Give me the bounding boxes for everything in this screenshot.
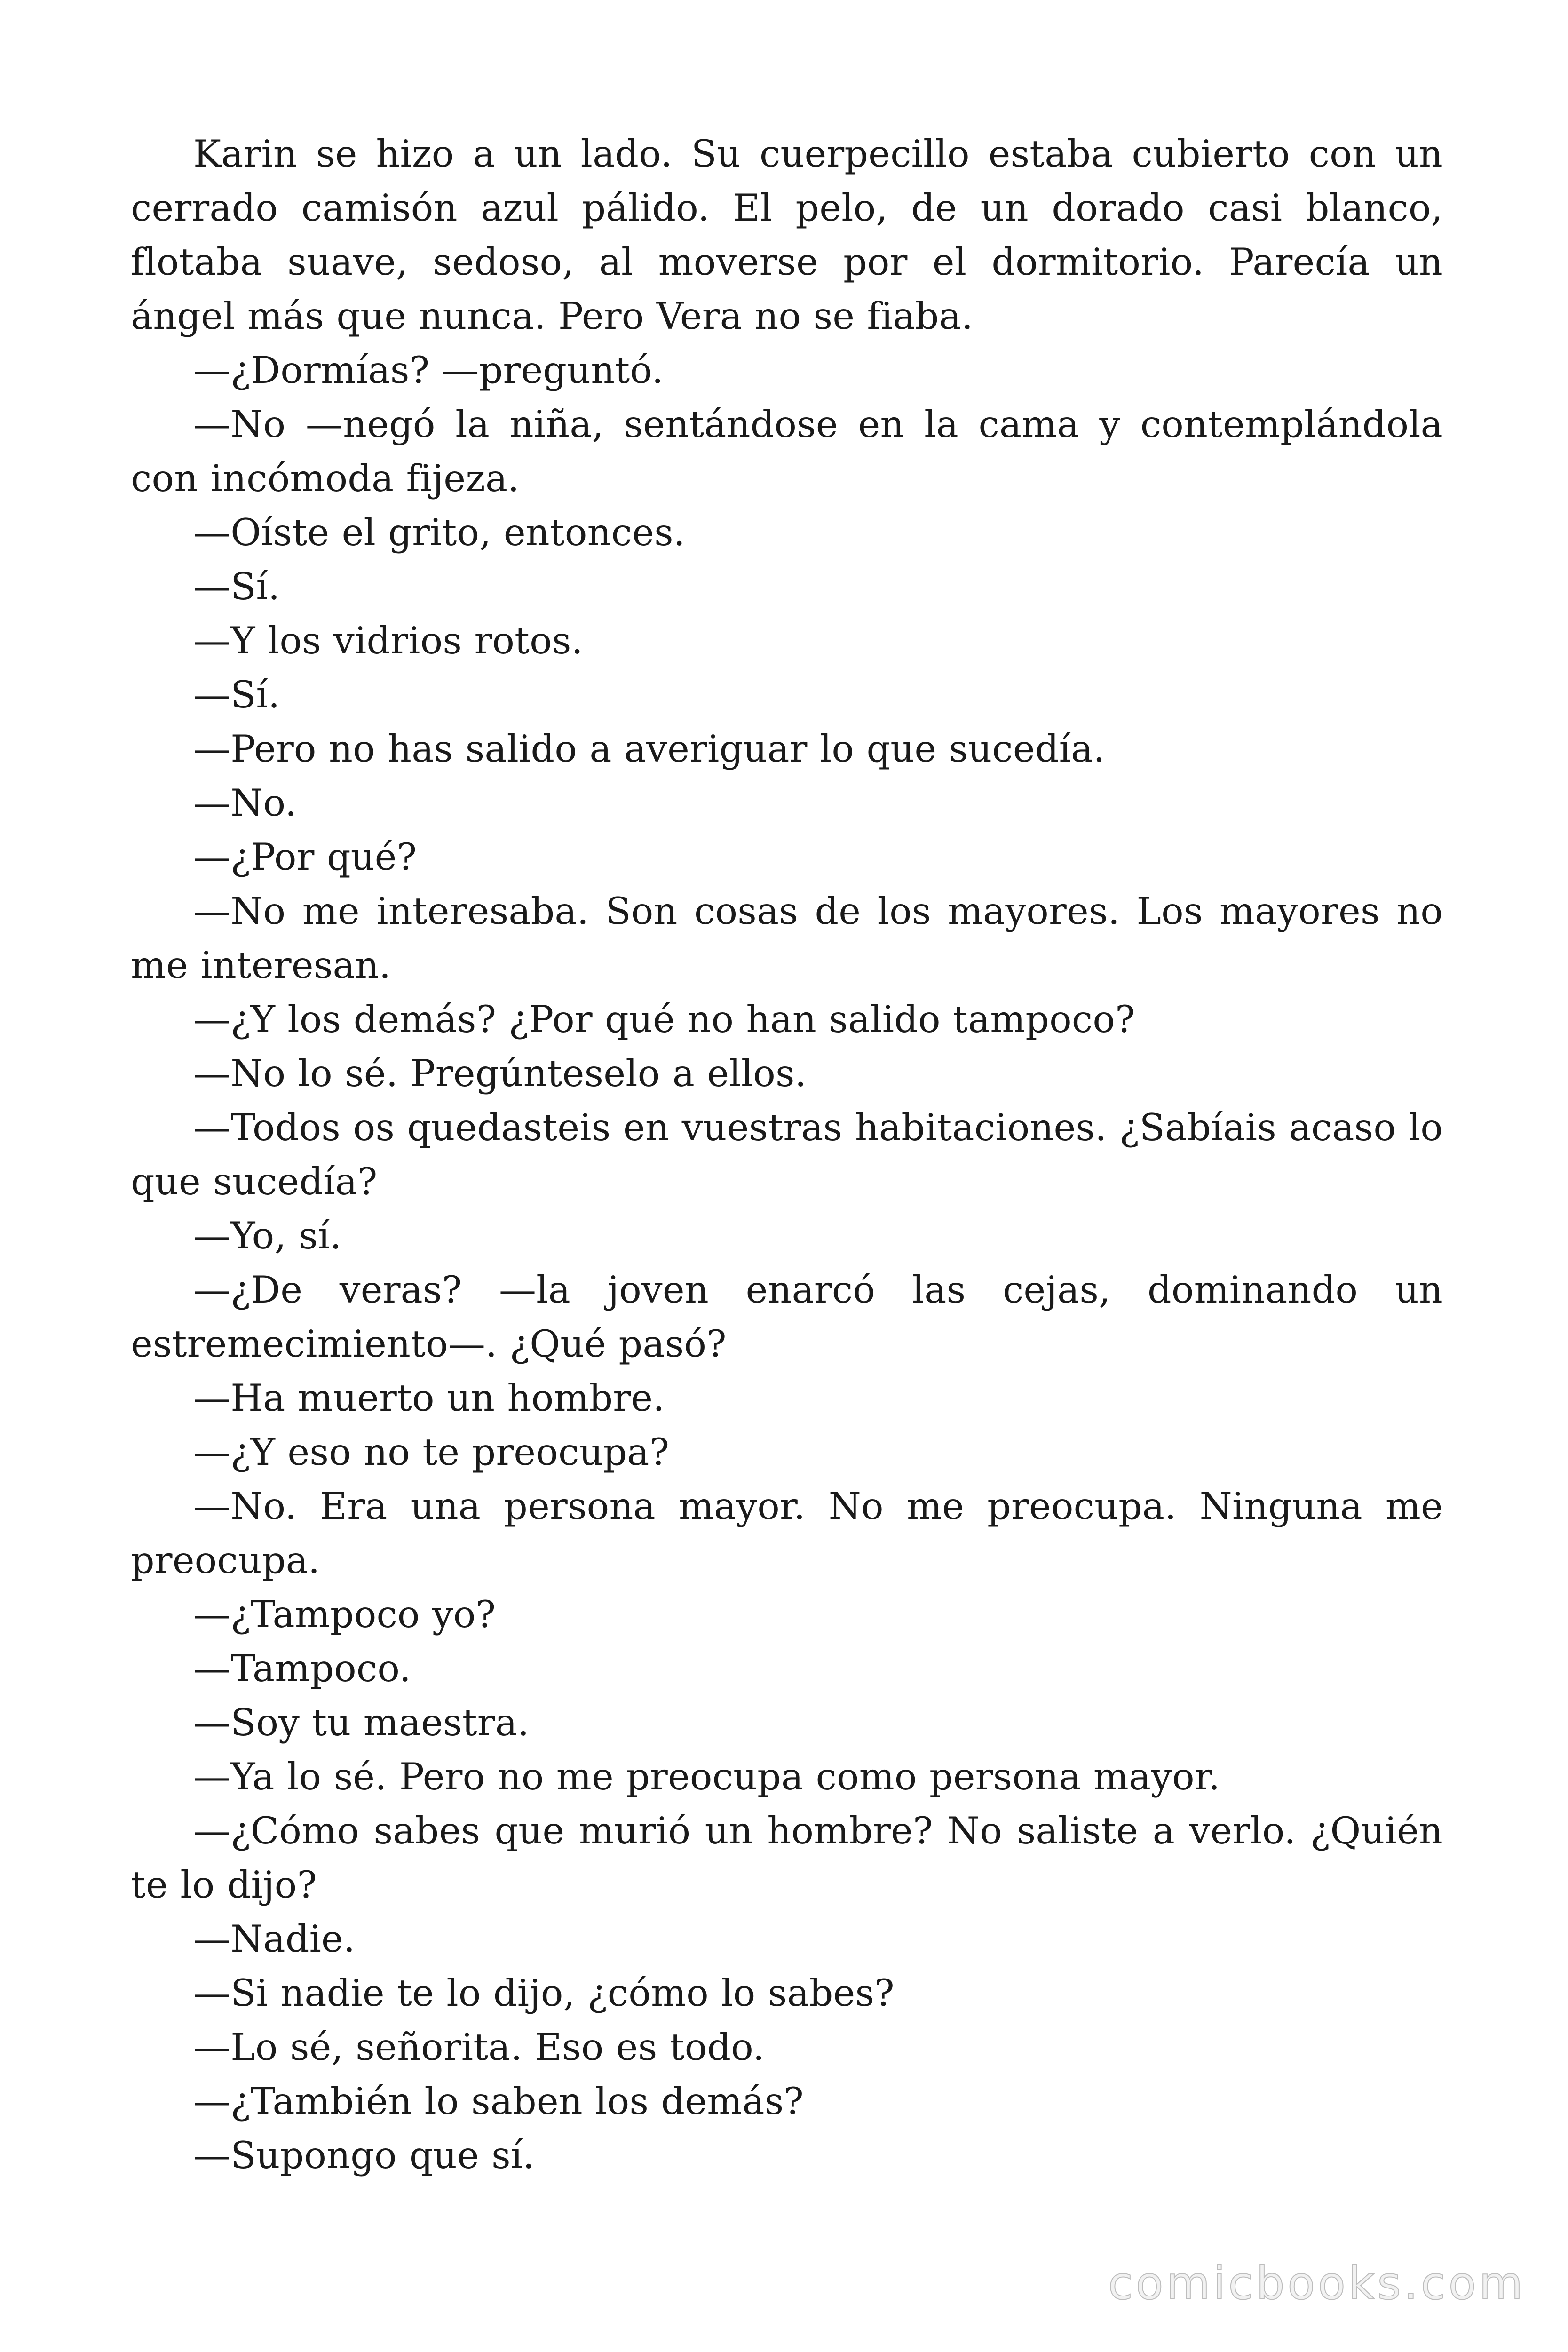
dialogue-line: —Supongo que sí. bbox=[193, 2134, 535, 2177]
dialogue-line: —Soy tu maestra. bbox=[193, 1701, 530, 1744]
dialogue-line: —Yo, sí. bbox=[193, 1214, 342, 1257]
paragraph: Karin se hizo a un lado. Su cuerpecillo estaba cubierto con un cerrado camisón azul pálido. El pelo, de un dorado casi blanco, flotaba suave, sedoso, al moverse por el dormitorio. Parecía un ángel más que nunca. Pero Vera no se fiaba. bbox=[131, 132, 1443, 338]
dialogue-line: —Lo sé, señorita. Eso es todo. bbox=[193, 2026, 765, 2069]
dialogue-line: —¿También lo saben los demás? bbox=[193, 2080, 804, 2123]
dialogue-line: —¿Cómo sabes que murió un hombre? No saliste a verlo. ¿Quién te lo dijo? bbox=[131, 1809, 1443, 1907]
book-page-text bbox=[131, 127, 1443, 2183]
dialogue-line: —¿De veras? —la joven enarcó las cejas, dominando un estremecimiento—. ¿Qué pasó? bbox=[131, 1268, 1443, 1366]
dialogue-line: —No. bbox=[193, 781, 297, 825]
dialogue-line: —No lo sé. Pregúnteselo a ellos. bbox=[193, 1052, 807, 1095]
dialogue-line: —¿Por qué? bbox=[193, 835, 417, 879]
dialogue-line: —Ya lo sé. Pero no me preocupa como persona mayor. bbox=[193, 1755, 1220, 1798]
dialogue-line: —No. Era una persona mayor. No me preocupa. Ninguna me preocupa. bbox=[131, 1485, 1443, 1582]
dialogue-line: —Nadie. bbox=[193, 1917, 356, 1961]
dialogue-line: —Oíste el grito, entonces. bbox=[193, 511, 686, 554]
dialogue-line: —Todos os quedasteis en vuestras habitaciones. ¿Sabíais acaso lo que sucedía? bbox=[131, 1106, 1443, 1203]
dialogue-line: —Tampoco. bbox=[193, 1647, 412, 1690]
dialogue-line: —Y los vidrios rotos. bbox=[193, 619, 583, 662]
dialogue-line: —¿Tampoco yo? bbox=[193, 1593, 496, 1636]
dialogue-line: —¿Y los demás? ¿Por qué no han salido tampoco? bbox=[193, 998, 1135, 1041]
watermark-logo: comicbooks.com bbox=[1108, 2257, 1526, 2310]
dialogue-line: —Sí. bbox=[193, 673, 280, 716]
dialogue-line: —No —negó la niña, sentándose en la cama y contemplándola con incómoda fijeza. bbox=[131, 403, 1443, 500]
dialogue-line: —Pero no has salido a averiguar lo que sucedía. bbox=[193, 727, 1105, 771]
dialogue-line: —Ha muerto un hombre. bbox=[193, 1376, 665, 1420]
dialogue-line: —No me interesaba. Son cosas de los mayores. Los mayores no me interesan. bbox=[131, 890, 1443, 987]
dialogue-line: —Si nadie te lo dijo, ¿cómo lo sabes? bbox=[193, 1971, 895, 2015]
dialogue-line: —Sí. bbox=[193, 565, 280, 608]
dialogue-line: —¿Y eso no te preocupa? bbox=[193, 1430, 670, 1474]
dialogue-line: —¿Dormías? —preguntó. bbox=[193, 349, 664, 392]
